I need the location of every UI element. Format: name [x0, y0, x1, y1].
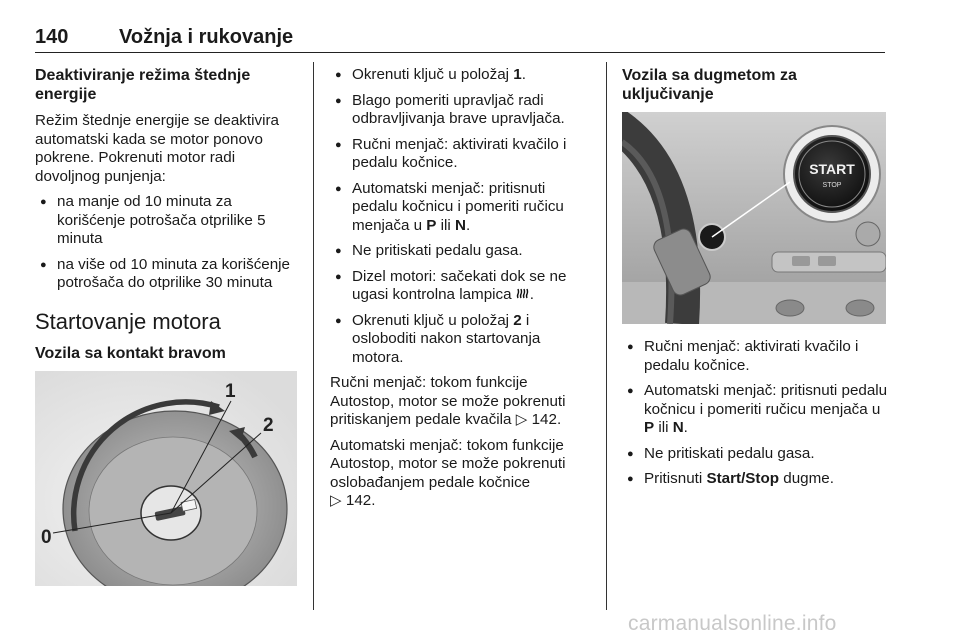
list-item: ● na manje od 10 minuta za korišćenje potrošača otprilike 5 minuta — [35, 193, 297, 249]
heading-energy-saving: Deaktiviranje režima štednje energije — [35, 67, 251, 103]
heading-start-button: Vozila sa dugmetom za uključivanje — [622, 67, 797, 103]
column-divider — [606, 62, 607, 610]
list-item: ● na više od 10 minuta za korišćenje potrošača do otprilike 30 minuta — [35, 256, 297, 293]
list-item: ● Automatski menjač: pritisnuti pedalu kočnicu i pomeriti ručicu menjača u P ili N. — [622, 382, 888, 438]
starting-steps-list — [330, 66, 592, 367]
list-item: ● Dizel motori: sačekati dok se ne ugasi kontrolna lampica . — [330, 268, 592, 305]
list-item: ● Ne pritiskati pedalu gasa. — [622, 445, 888, 464]
section-title-starting-engine: Startovanje motora — [35, 308, 221, 334]
charge-time-list — [35, 193, 297, 293]
column-3 — [622, 66, 888, 496]
start-stop-button-figure — [622, 112, 886, 324]
page-number: 140 — [35, 26, 69, 48]
list-item: ● Automatski menjač: pritisnuti pedalu kočnicu i pomeriti ručicu menjača u P ili N. — [330, 180, 592, 236]
glow-plug-icon — [516, 287, 530, 300]
watermark: carmanualsonline.info — [628, 612, 837, 635]
column-2 — [330, 66, 592, 518]
list-item: ● Blago pomeriti upravljač radi odbravljivanja brave upravljača. — [330, 92, 592, 129]
position-0-label: 0 — [41, 526, 52, 548]
intro-paragraph: Režim štednje energije se deaktivira automatski kada se motor ponovo pokrene. Pokrenuti motor radi dovoljnog punjenja: — [35, 112, 279, 185]
chapter-title: Vožnja i rukovanje — [119, 26, 294, 48]
list-item: ● Ručni menjač: aktivirati kvačilo i pedalu kočnice. — [330, 136, 592, 173]
column-1 — [35, 66, 297, 586]
stop-label: STOP — [822, 182, 842, 189]
list-item: ● Okrenuti ključ u položaj 2 i osloboditi nakon startovanja motora. — [330, 312, 592, 368]
ignition-key-figure — [35, 371, 297, 586]
position-2-label: 2 — [263, 414, 274, 436]
start-button-steps-list — [622, 338, 888, 489]
automatic-autostop-paragraph: Automatski menjač: tokom funkcije Autostop, motor se može pokrenuti oslobađanjem pedale kočnice ▷ 142. — [330, 436, 566, 509]
page-header — [35, 26, 885, 53]
column-divider — [313, 62, 314, 610]
list-item: ● Okrenuti ključ u položaj 1. — [330, 66, 592, 85]
heading-ignition-key: Vozila sa kontakt bravom — [35, 344, 226, 362]
start-label: START — [809, 161, 855, 177]
position-1-label: 1 — [225, 380, 236, 402]
list-item: ● Ne pritiskati pedalu gasa. — [330, 242, 592, 261]
list-item: ● Ručni menjač: aktivirati kvačilo i pedalu kočnice. — [622, 338, 888, 375]
manual-autostop-paragraph: Ručni menjač: tokom funkcije Autostop, motor se može pokrenuti pritiskanjem pedale kvačila ▷ 142. — [330, 374, 566, 428]
list-item: ● Pritisnuti Start/Stop dugme. — [622, 470, 888, 489]
page-reference: ▷ 142. — [330, 492, 376, 509]
